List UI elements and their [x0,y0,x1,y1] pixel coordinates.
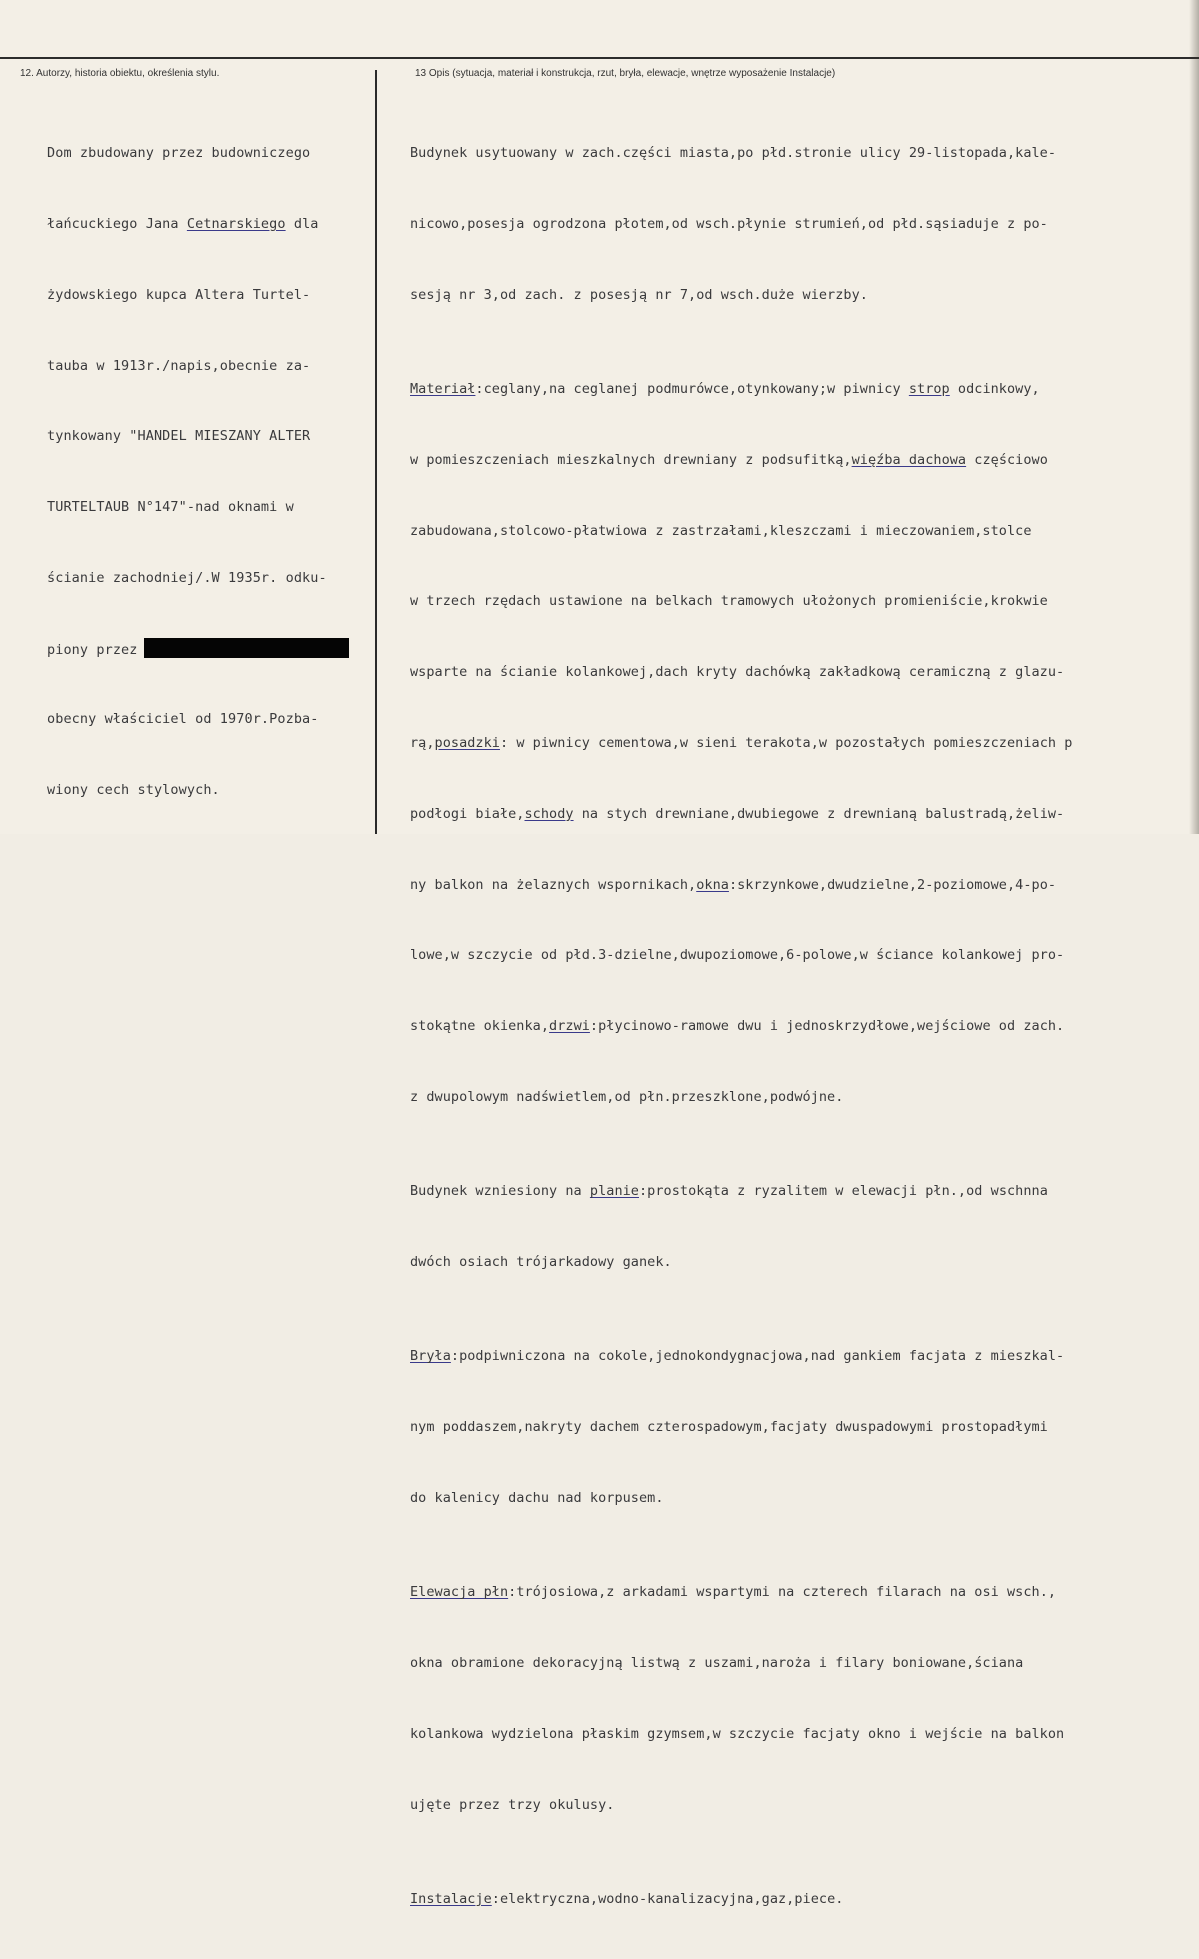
material-line: zabudowana,stolcowo-płatwiowa z zastrzałami,kleszczami i mieczowaniem,stolce [410,522,1032,539]
plan-label: planie [589,1183,639,1200]
bryla-line: Bryła:podpiwniczona na cokole,jednokondygnacjowa,nad gankiem facjata z mieszkal- [410,1348,1065,1365]
history-text [47,95,367,850]
material-line: wsparte na ścianie kolankowej,dach kryty dachówką zakładkową ceramiczną z glazu- [410,664,1065,681]
bryla-label: Bryła [410,1348,451,1365]
top-rule [0,57,1199,59]
elewacja-line: Elewacja płn:trójosiowa,z arkadami wspartymi na czterech filarach na osi wsch., [410,1584,1057,1601]
material-line: podłogi białe,schody na stych drewniane,dwubiegowe z drewnianą balustradą,żeliw- [410,805,1065,822]
material-line: w trzech rzędach ustawione na belkach tramowych ułożonych promieniście,krokwie [410,593,1048,610]
elewacja-line: kolankowa wydzielona płaskim gzymsem,w szczycie facjaty okno i wejście na balkon [410,1725,1065,1742]
left-line-1: Dom zbudowany przez budowniczego [47,145,311,162]
page-edge-shadow [1189,0,1199,834]
elewacja-label: Elewacja płn [410,1584,509,1601]
left-line-4: tauba w 1913r./napis,obecnie za- [47,357,311,374]
left-line-5: tynkowany "HANDEL MIESZANY ALTER [47,428,311,445]
left-line-10: wiony cech stylowych. [47,782,220,799]
schody-term: schody [524,805,574,822]
left-line-8: piony przez [47,638,367,662]
desc-line: sesją nr 3,od zach. z posesją nr 7,od wsch.duże wierzby. [410,286,868,303]
section-13-header: 13 Opis (sytuacja, materiał i konstrukcja, rzut, bryła, elewacje, wnętrze wyposażenie Instalacje) [415,68,836,79]
plan-line: Budynek wzniesiony na planie:prostokąta z ryzalitem w elewacji płn.,od wschnna [410,1183,1048,1200]
left-line-9: obecny właściciel od 1970r.Pozba- [47,711,319,728]
architect-name: Cetnarskiego [186,215,286,232]
strop-term: strop [908,381,950,398]
elewacja-line: ujęte przez trzy okulusy. [410,1796,615,1813]
material-line: ny balkon na żelaznych wspornikach,okna:skrzynkowe,dwudzielne,2-poziomowe,4-po- [410,876,1057,893]
elewacja-line: okna obramione dekoracyjną listwą z uszami,naroża i filary boniowane,ściana [410,1655,1024,1672]
desc-line: nicowo,posesja ogrodzona płotem,od wsch.płynie strumień,od płd.sąsiaduje z po- [410,215,1048,232]
material-line: lowe,w szczycie od płd.3-dzielne,dwupoziomowe,6-polowe,w ściance kolankowej pro- [410,947,1065,964]
wiezba-term: więźba dachowa [851,451,967,468]
material-line: stokątne okienka,drzwi:płycinowo-ramowe dwu i jednoskrzydłowe,wejściowe od zach. [410,1018,1065,1035]
drzwi-term: drzwi [549,1018,590,1035]
posadzki-term: posadzki [434,735,500,752]
bryla-line: nym poddaszem,nakryty dachem czterospadowym,facjaty dwuspadowymi prostopadłymi [410,1419,1048,1436]
material-line: w pomieszczeniach mieszkalnych drewniany z podsufitką,więźba dachowa częściowo [410,451,1048,468]
material-line: rą,posadzki: w piwnicy cementowa,w sieni terakota,w pozostałych pomieszczeniach p [410,735,1073,752]
left-line-3: żydowskiego kupca Altera Turtel- [47,286,311,303]
material-label: Materiał [410,381,476,398]
instalacje-label: Instalacje [410,1891,492,1908]
instalacje-line: Instalacje:elektryczna,wodno-kanalizacyjna,gaz,piece. [410,1891,844,1908]
left-line-2: łańcuckiego Jana Cetnarskiego dla [47,215,319,232]
bryla-line: do kalenicy dachu nad korpusem. [410,1490,664,1507]
left-line-7: ścianie zachodniej/.W 1935r. odku- [47,569,327,586]
material-line: Materiał:ceglany,na ceglanej podmurówce,otynkowany;w piwnicy strop odcinkowy, [410,381,1040,398]
redaction-bar [144,638,349,658]
section-12-header: 12. Autorzy, historia obiektu, określenia stylu. [20,68,220,79]
plan-line: dwóch osiach trójarkadowy ganek. [410,1254,672,1271]
description-text [410,95,1195,1959]
desc-line: Budynek usytuowany w zach.części miasta,po płd.stronie ulicy 29-listopada,kale- [410,145,1057,162]
material-line: z dwupolowym nadświetlem,od płn.przeszklone,podwójne. [410,1088,844,1105]
column-divider [375,70,377,834]
okna-term: okna [696,876,729,893]
left-line-6: TURTELTAUB N°147"-nad oknami w [47,499,294,516]
